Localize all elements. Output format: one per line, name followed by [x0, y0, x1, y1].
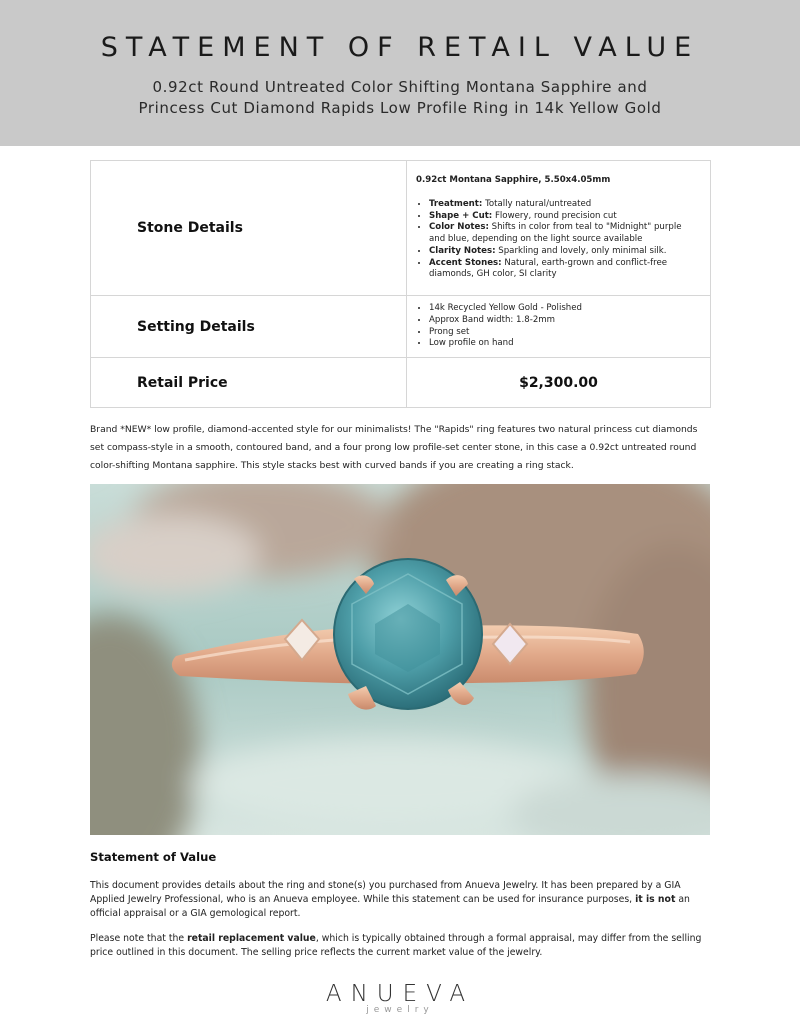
- stone-detail-item: [429, 222, 696, 246]
- stone-detail-key: Shape + Cut:: [429, 210, 493, 221]
- setting-detail-item: • Prong set: [429, 327, 696, 339]
- stone-detail-value: Sparkling and lovely, only minimal silk.: [495, 245, 667, 256]
- statement-p1-text-a: This document provides details about the ring and stone(s) you purchased from Anueva Jewelry. It has been prepared by a GIA Applied Jewelry Professional, who is an Anueva employee. While this statement can be used for insurance purposes,: [90, 880, 681, 905]
- stone-details-list: [416, 199, 696, 282]
- brand-logo: ANUEVA: [325, 981, 475, 1007]
- details-table: [90, 160, 711, 408]
- statement-paragraph-2: [90, 932, 712, 960]
- ring-illustration: [90, 484, 710, 835]
- setting-detail-item: • Approx Band width: 1.8-2mm: [429, 315, 696, 327]
- stone-detail-key: Color Notes:: [429, 222, 489, 233]
- statement-p1-emphasis: it is not: [635, 894, 676, 905]
- document-subtitle: [0, 77, 800, 119]
- retail-price-label: Retail Price: [91, 358, 407, 408]
- stone-details-row: [91, 161, 711, 296]
- setting-detail-item: • Low profile on hand: [429, 338, 696, 350]
- stone-detail-item: [429, 211, 696, 223]
- stone-detail-key: Accent Stones:: [429, 257, 502, 268]
- setting-details-row: [91, 296, 711, 358]
- ring-photo: [90, 484, 710, 835]
- statement-p2-text-c: , which is typically obtained through a formal appraisal, may differ from the selling price outlined in this document. The selling price reflects the current market value of the jewelry.: [90, 933, 702, 958]
- header-banner: [0, 0, 800, 146]
- setting-details-value: [407, 296, 711, 358]
- stone-title: 0.92ct Montana Sapphire, 5.50x4.05mm: [416, 174, 611, 185]
- retail-price-value: $2,300.00: [407, 358, 711, 408]
- statement-p2-emphasis: retail replacement value: [187, 933, 316, 944]
- statement-p1-text-c: an official appraisal or a GIA gemological report.: [90, 894, 690, 919]
- retail-price-row: [91, 358, 711, 408]
- setting-detail-item: • 14k Recycled Yellow Gold - Polished: [429, 303, 696, 315]
- stone-detail-value: Shifts in color from teal to "Midnight" purple and blue, depending on the light source available: [429, 222, 682, 245]
- statement-p2-text-a: Please note that the: [90, 933, 188, 944]
- statement-of-value-heading: Statement of Value: [90, 850, 217, 864]
- product-description: Brand *NEW* low profile, diamond-accented style for our minimalists! The "Rapids" ring features two natural princess cut diamonds set compass-style in a smooth, contoured band, and a four prong low profile-set center stone, in this case a 0.92ct untreated round color-shifting Montana sapphire. This style stacks best with curved bands if you are creating a ring stack.: [90, 424, 698, 471]
- setting-details-list: [416, 303, 696, 350]
- subtitle-line-1: 0.92ct Round Untreated Color Shifting Montana Sapphire and: [152, 78, 648, 96]
- stone-detail-item: [429, 199, 696, 211]
- setting-details-label: Setting Details: [91, 296, 407, 358]
- stone-detail-value: Totally natural/untreated: [482, 198, 592, 209]
- stone-detail-key: Clarity Notes:: [429, 245, 496, 256]
- document-title: STATEMENT OF RETAIL VALUE: [100, 32, 700, 63]
- stone-details-label: Stone Details: [91, 161, 407, 296]
- brand-logo-sub: jewelry: [366, 1005, 434, 1015]
- stone-detail-item: [429, 246, 696, 258]
- stone-detail-value: Natural, earth-grown and conflict-free diamonds, GH color, SI clarity: [429, 257, 668, 280]
- stone-details-value: [407, 161, 711, 296]
- stone-detail-value: Flowery, round precision cut: [492, 210, 617, 221]
- subtitle-line-2: Princess Cut Diamond Rapids Low Profile Ring in 14k Yellow Gold: [138, 99, 662, 117]
- stone-detail-key: Treatment:: [429, 198, 483, 209]
- stone-detail-item: [429, 258, 696, 282]
- statement-paragraph-1: [90, 879, 712, 921]
